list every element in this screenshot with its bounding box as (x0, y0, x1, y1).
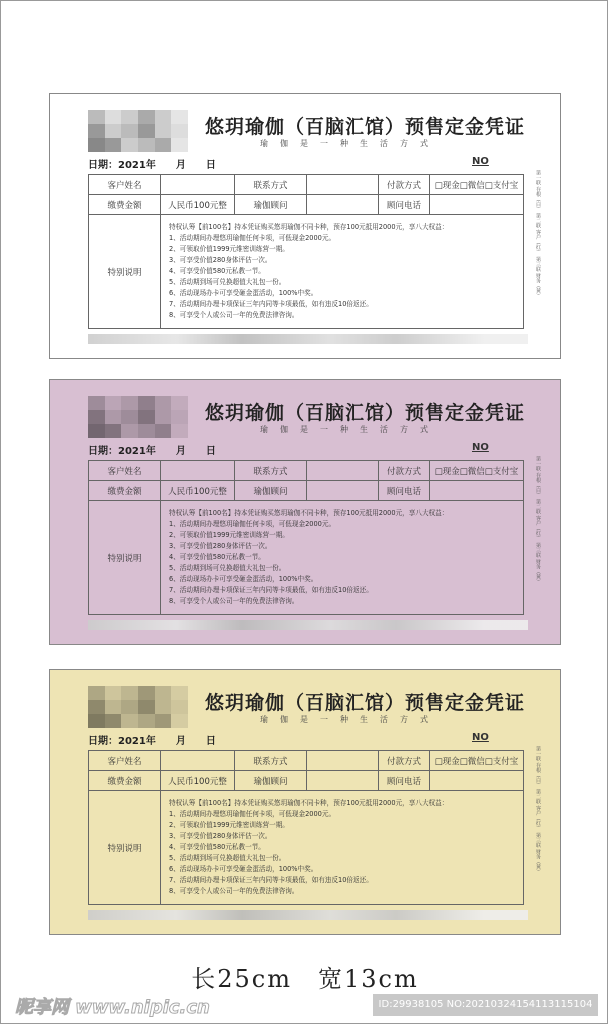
payment-label: 付款方式 (379, 175, 430, 195)
special-note-line: 7、活动期间办理卡项保证三年内同等卡项最低，如有违反10倍返还。 (169, 300, 373, 308)
special-label: 特别说明 (89, 791, 161, 905)
advisor-phone-label: 顾问电话 (379, 481, 430, 501)
table-row (89, 791, 524, 905)
customer-name-label: 客户姓名 (89, 175, 161, 195)
contact-label: 联系方式 (235, 175, 307, 195)
amount-value: 人民币100元整 (161, 481, 235, 501)
special-note-line: 2、可领取价值1999元维密训练营一期。 (169, 531, 289, 539)
receipt-subtitle: 瑜伽是一种生活方式 (260, 425, 440, 434)
table-row (89, 461, 524, 481)
receipt-title: 悠玥瑜伽（百脑汇馆）预售定金凭证 (204, 692, 525, 714)
payment-options[interactable]: □现金□微信□支付宝 (430, 461, 524, 481)
date-line: 日期：2021年 月 日 (88, 736, 216, 747)
special-label: 特别说明 (89, 215, 161, 329)
special-note-line: 2、可领取价值1999元维密训练营一期。 (169, 245, 289, 253)
special-note-line: 4、可享受价值580元私教一节。 (169, 267, 265, 275)
advisor-phone-label: 顾问电话 (379, 771, 430, 791)
special-note-line: 1、活动期间办理悠玥瑜伽任何卡项，可低现金2000元。 (169, 234, 336, 242)
advisor-field[interactable] (307, 195, 379, 215)
receipt-subtitle: 瑜伽是一种生活方式 (260, 715, 440, 724)
table-row (89, 501, 524, 615)
special-note-line: 6、活动现场办卡可享受砸金蛋活动，100%中奖。 (169, 575, 318, 583)
special-note-line: 特权认筹【前100名】持本凭证购买悠玥瑜伽不同卡种，预存100元抵用2000元，享八大权益： (169, 223, 449, 231)
special-note-line: 1、活动期间办理悠玥瑜伽任何卡项，可低现金2000元。 (169, 810, 336, 818)
receipt-subtitle: 瑜伽是一种生活方式 (260, 139, 440, 148)
contact-label: 联系方式 (235, 751, 307, 771)
advisor-phone-field[interactable] (430, 771, 524, 791)
receipt-title: 悠玥瑜伽（百脑汇馆）预售定金凭证 (204, 116, 525, 138)
special-note-line: 3、可享受价值280身体评估一次。 (169, 256, 272, 264)
special-note-line: 1、活动期间办理悠玥瑜伽任何卡项，可低现金2000元。 (169, 520, 336, 528)
special-note-line: 5、活动期到场可兑换超值大礼包一份。 (169, 564, 286, 572)
receipt-table (88, 174, 524, 329)
receipt-table (88, 460, 524, 615)
customer-name-label: 客户姓名 (89, 461, 161, 481)
copy-indicator: 第一联 存根（白） 第二联 客户（红） 第三联 财务（黄） (535, 746, 541, 874)
amount-value: 人民币100元整 (161, 195, 235, 215)
table-row (89, 175, 524, 195)
image-id: ID:29938105 NO:20210324154113115104 (373, 994, 598, 1016)
blurred-logo (88, 396, 188, 438)
table-row (89, 215, 524, 329)
special-note-line: 7、活动期间办理卡项保证三年内同等卡项最低，如有违反10倍返还。 (169, 586, 373, 594)
advisor-field[interactable] (307, 481, 379, 501)
advisor-phone-label: 顾问电话 (379, 195, 430, 215)
blurred-logo (88, 686, 188, 728)
blurred-footer-text (88, 910, 528, 920)
special-note-line: 特权认筹【前100名】持本凭证购买悠玥瑜伽不同卡种，预存100元抵用2000元，享八大权益： (169, 509, 449, 517)
receipt-table (88, 750, 524, 905)
special-note-line: 5、活动期到场可兑换超值大礼包一份。 (169, 278, 286, 286)
special-note-line: 特权认筹【前100名】持本凭证购买悠玥瑜伽不同卡种，预存100元抵用2000元，享八大权益： (169, 799, 449, 807)
special-note-line: 8、可享受个人或公司一年的免费法律咨询。 (169, 597, 299, 605)
special-notes (161, 501, 524, 615)
receipt-number: NO (472, 442, 489, 453)
advisor-label: 瑜伽顾问 (235, 481, 307, 501)
customer-name-field[interactable] (161, 175, 235, 195)
copy-indicator: 第一联 存根（白） 第二联 客户（红） 第三联 财务（黄） (535, 456, 541, 584)
special-note-line: 2、可领取价值1999元维密训练营一期。 (169, 821, 289, 829)
copy-indicator: 第一联 存根（白） 第二联 客户（红） 第三联 财务（黄） (535, 170, 541, 298)
customer-name-field[interactable] (161, 461, 235, 481)
special-notes (161, 791, 524, 905)
advisor-phone-field[interactable] (430, 481, 524, 501)
receipt-number: NO (472, 156, 489, 167)
amount-label: 缴费金额 (89, 195, 161, 215)
table-row (89, 771, 524, 791)
table-row (89, 195, 524, 215)
amount-value: 人民币100元整 (161, 771, 235, 791)
receipt-number: NO (472, 732, 489, 743)
receipt-card-yellow (49, 669, 561, 935)
special-note-line: 3、可享受价值280身体评估一次。 (169, 832, 272, 840)
payment-label: 付款方式 (379, 461, 430, 481)
blurred-footer-text (88, 334, 528, 344)
contact-field[interactable] (307, 751, 379, 771)
special-note-line: 6、活动现场办卡可享受砸金蛋活动，100%中奖。 (169, 289, 318, 297)
amount-label: 缴费金额 (89, 481, 161, 501)
advisor-label: 瑜伽顾问 (235, 771, 307, 791)
special-note-line: 5、活动期到场可兑换超值大礼包一份。 (169, 854, 286, 862)
dimensions-label: 长25cm 宽13cm (191, 965, 419, 993)
payment-options[interactable]: □现金□微信□支付宝 (430, 751, 524, 771)
special-note-line: 7、活动期间办理卡项保证三年内同等卡项最低，如有违反10倍返还。 (169, 876, 373, 884)
watermark: 昵享网 www.nipic.cn (15, 997, 210, 1018)
date-line: 日期：2021年 月 日 (88, 446, 216, 457)
advisor-label: 瑜伽顾问 (235, 195, 307, 215)
special-note-line: 4、可享受价值580元私教一节。 (169, 843, 265, 851)
amount-label: 缴费金额 (89, 771, 161, 791)
special-note-line: 6、活动现场办卡可享受砸金蛋活动，100%中奖。 (169, 865, 318, 873)
special-label: 特别说明 (89, 501, 161, 615)
advisor-phone-field[interactable] (430, 195, 524, 215)
advisor-field[interactable] (307, 771, 379, 791)
contact-field[interactable] (307, 461, 379, 481)
blurred-logo (88, 110, 188, 152)
special-note-line: 3、可享受价值280身体评估一次。 (169, 542, 272, 550)
payment-options[interactable]: □现金□微信□支付宝 (430, 175, 524, 195)
receipt-card-white (49, 93, 561, 359)
special-notes (161, 215, 524, 329)
contact-field[interactable] (307, 175, 379, 195)
special-note-line: 4、可享受价值580元私教一节。 (169, 553, 265, 561)
contact-label: 联系方式 (235, 461, 307, 481)
receipt-card-pink (49, 379, 561, 645)
receipt-title: 悠玥瑜伽（百脑汇馆）预售定金凭证 (204, 402, 525, 424)
date-line: 日期：2021年 月 日 (88, 160, 216, 171)
table-row (89, 481, 524, 501)
customer-name-field[interactable] (161, 751, 235, 771)
special-note-line: 8、可享受个人或公司一年的免费法律咨询。 (169, 887, 299, 895)
customer-name-label: 客户姓名 (89, 751, 161, 771)
special-note-line: 8、可享受个人或公司一年的免费法律咨询。 (169, 311, 299, 319)
blurred-footer-text (88, 620, 528, 630)
payment-label: 付款方式 (379, 751, 430, 771)
table-row (89, 751, 524, 771)
